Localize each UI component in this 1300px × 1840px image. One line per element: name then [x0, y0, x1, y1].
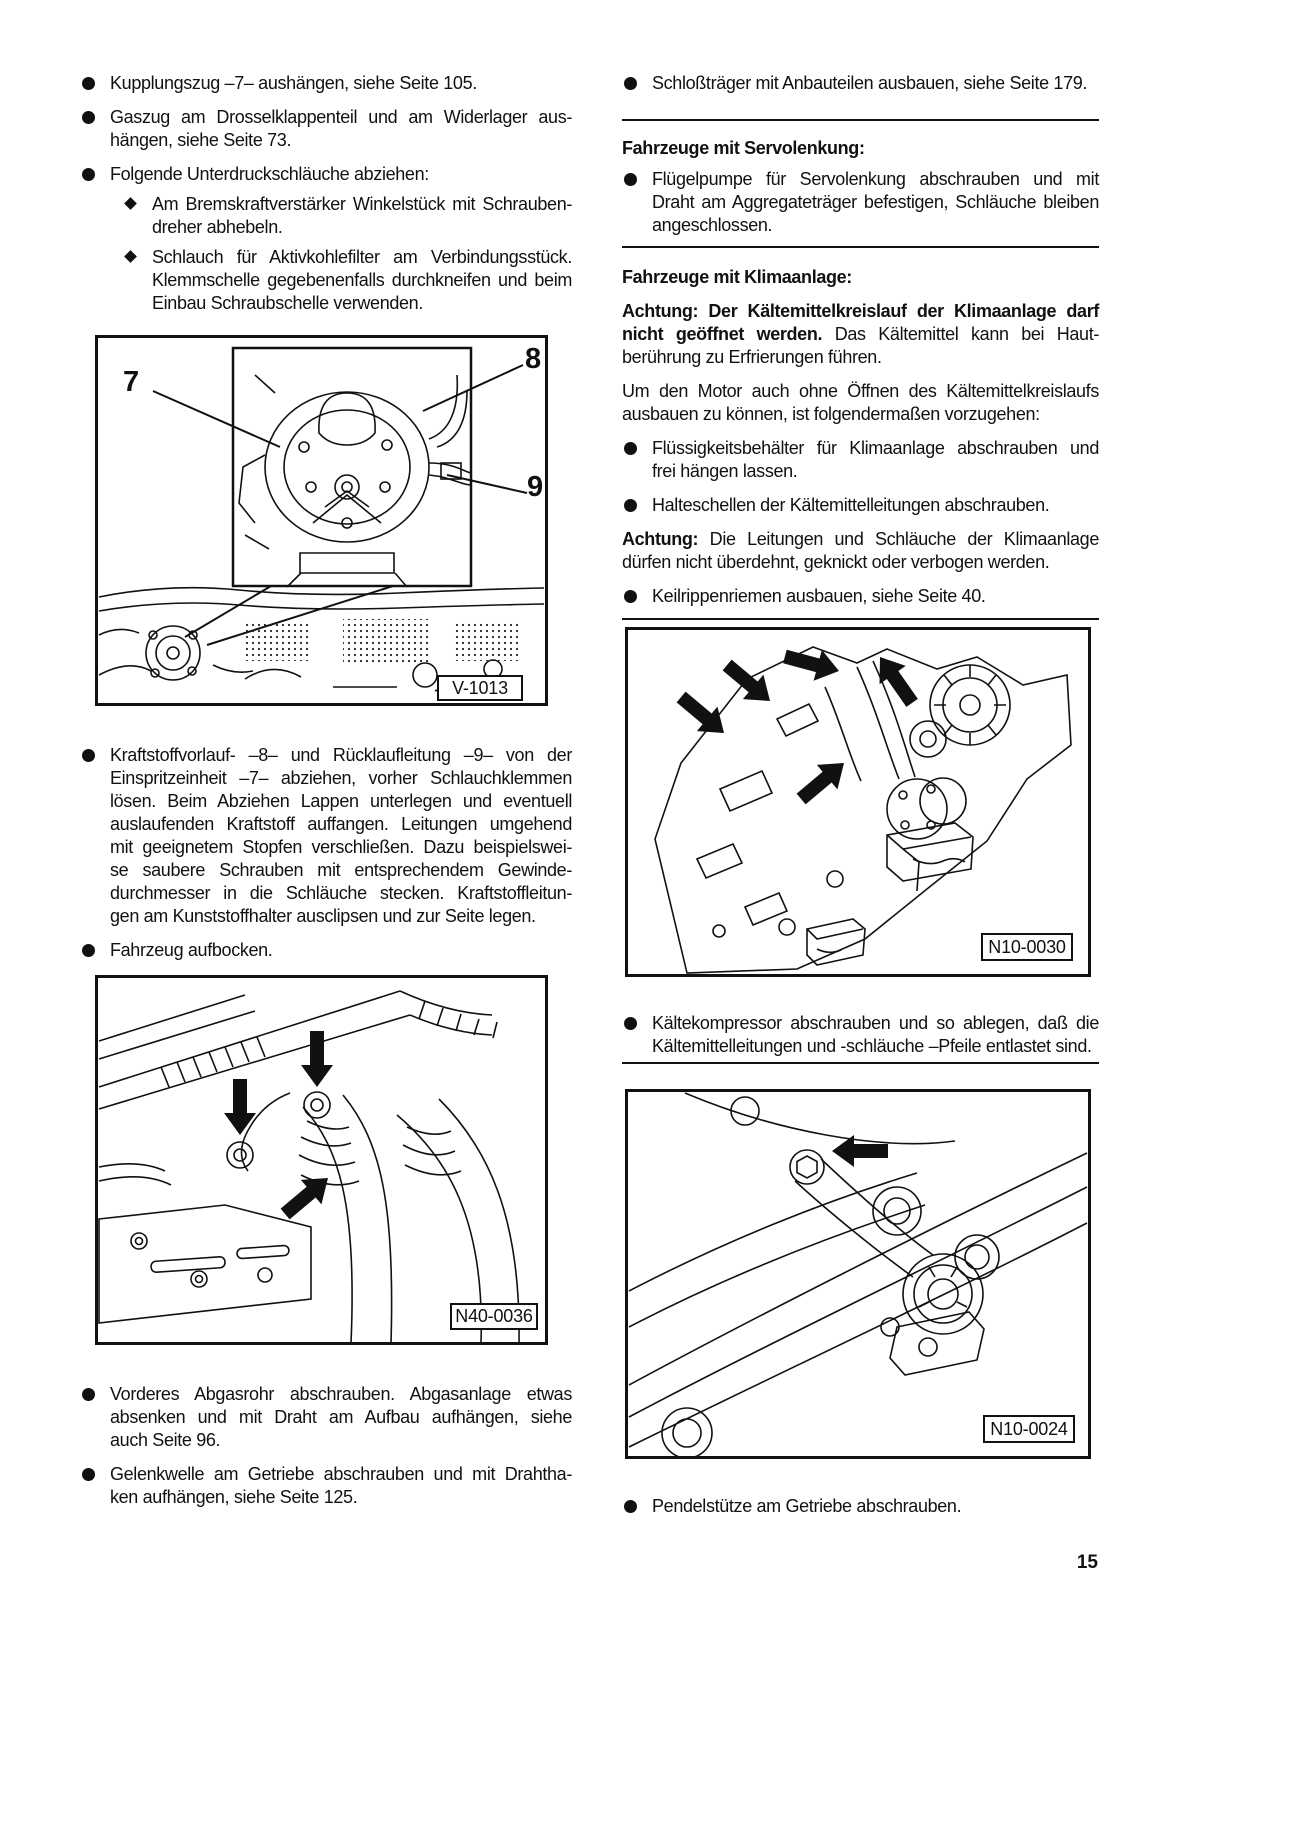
text-line: berührung zu Erfrierungen führen.	[622, 347, 882, 367]
figure-pendulum-support	[625, 1089, 1091, 1459]
text-line: Kältemittelleitungen und -schläuche –Pfeile entlastet sind.	[652, 1036, 1092, 1056]
list-item	[622, 494, 1099, 517]
text-line: Kältekompressor abschrauben und so ablegen, daß die	[652, 1013, 1099, 1033]
bullet-icon	[624, 173, 637, 186]
text-line: Einbau Schraubschelle verwenden.	[152, 293, 423, 313]
list-item	[80, 1463, 572, 1509]
page-number: 15	[1076, 1552, 1098, 1573]
figure-illustration	[95, 975, 548, 1345]
warning-paragraph	[622, 528, 1099, 574]
list-item	[622, 1495, 1099, 1518]
warning-paragraph	[622, 300, 1099, 369]
paragraph	[622, 380, 1099, 426]
text-line: mit geeignetem Stopfen verschließen. Dazu beispielswei-	[110, 837, 572, 857]
text-line: Kraftstoffvorlauf- –8– und Rücklaufleitung –9– von der	[110, 745, 572, 765]
text-line: ausbauen zu können, ist folgendermaßen vorzugehen:	[622, 404, 1040, 424]
diamond-icon	[124, 197, 137, 210]
text-bold: Achtung: Der Kältemittelkreislauf der Klimaanlage darf	[622, 301, 1099, 321]
sub-list-item	[123, 246, 572, 315]
section-divider	[622, 119, 1099, 121]
figure-exhaust-intake	[95, 975, 548, 1345]
bullet-icon	[82, 749, 95, 762]
text-line: durchmesser in die Schläuche stecken. Kraftstoffleitun-	[110, 883, 572, 903]
figure-callout: 7	[123, 366, 140, 398]
list-item	[622, 437, 1099, 483]
text-line: Klemmschelle gegebenenfalls durchkneifen und beim	[152, 270, 572, 290]
text-line: dürfen nicht überdehnt, geknickt oder verbogen werden.	[622, 552, 1050, 572]
bullet-icon	[82, 1388, 95, 1401]
figure-callout: 8	[525, 343, 542, 375]
bullet-icon	[624, 1500, 637, 1513]
section-divider	[622, 618, 1099, 620]
figure-illustration	[625, 627, 1091, 977]
text-line: Folgende Unterdruckschläuche abziehen:	[110, 164, 429, 184]
bullet-icon	[624, 77, 637, 90]
figure-illustration	[95, 335, 548, 706]
text-line: auslaufenden Kraftstoff auffangen. Leitungen umgehend	[110, 814, 572, 834]
text-line	[622, 323, 1099, 346]
text-line: Flüssigkeitsbehälter für Klimaanlage abschrauben und	[652, 438, 1099, 458]
figure-injection-unit	[95, 335, 548, 706]
figure-code: N10-0030	[981, 933, 1073, 961]
text-line: auch Seite 96.	[110, 1430, 221, 1450]
bullet-icon	[82, 111, 95, 124]
section-heading: Fahrzeuge mit Klimaanlage:	[622, 267, 852, 287]
list-item	[622, 585, 1099, 608]
bullet-icon	[82, 1468, 95, 1481]
text-line: Kupplungszug –7– aushängen, siehe Seite 105.	[110, 73, 477, 93]
text-line: hängen, siehe Seite 73.	[110, 130, 292, 150]
text-line: gen am Kunststoffhalter ausclipsen und zur Seite legen.	[110, 906, 536, 926]
list-item	[80, 744, 572, 928]
text-regular: Das Kältemittel kann bei Haut-	[822, 324, 1100, 344]
bullet-icon	[624, 499, 637, 512]
text-regular: Die Leitungen und Schläuche der Klimaanlage	[698, 529, 1099, 549]
text-line: ken aufhängen, siehe Seite 125.	[110, 1487, 358, 1507]
figure-code: N10-0024	[983, 1415, 1075, 1443]
text-line: Pendelstütze am Getriebe abschrauben.	[652, 1496, 962, 1516]
list-item	[80, 106, 572, 152]
right-column	[622, 68, 1099, 1518]
bullet-icon	[82, 168, 95, 181]
section-divider	[622, 1062, 1099, 1064]
list-item	[80, 939, 572, 962]
bullet-icon	[624, 590, 637, 603]
figure-illustration	[625, 1089, 1091, 1459]
list-item	[80, 163, 572, 186]
list-item	[80, 72, 572, 95]
section-divider	[622, 246, 1099, 248]
text-bold: Achtung:	[622, 529, 699, 549]
list-item	[80, 1383, 572, 1452]
text-line: se saubere Schrauben mit entsprechendem Gewinde-	[110, 860, 572, 880]
text-line: dreher abhebeln.	[152, 217, 283, 237]
figure-code: N40-0036	[450, 1303, 538, 1330]
section-heading: Fahrzeuge mit Servolenkung:	[622, 138, 865, 158]
figure-callout: 9	[527, 471, 544, 503]
text-line: Fahrzeug aufbocken.	[110, 940, 273, 960]
bullet-icon	[624, 1017, 637, 1030]
bullet-icon	[82, 944, 95, 957]
text-line: Um den Motor auch ohne Öffnen des Kältemittelkreislaufs	[622, 381, 1099, 401]
text-line: Keilrippenriemen ausbauen, siehe Seite 40.	[652, 586, 986, 606]
text-line: Am Bremskraftverstärker Winkelstück mit Schrauben-	[152, 194, 572, 214]
text-line	[622, 528, 1099, 551]
text-line: Schlauch für Aktivkohlefilter am Verbindungsstück.	[152, 247, 572, 267]
text-line: Vorderes Abgasrohr abschrauben. Abgasanlage etwas	[110, 1384, 572, 1404]
text-line: angeschlossen.	[652, 215, 773, 235]
text-line: frei hängen lassen.	[652, 461, 798, 481]
text-line: Draht am Aggregateträger befestigen, Schläuche bleiben	[652, 192, 1099, 212]
list-item	[622, 1012, 1099, 1058]
text-line: Schloßträger mit Anbauteilen ausbauen, siehe Seite 179.	[652, 73, 1088, 93]
text-bold: nicht geöffnet werden.	[622, 324, 823, 344]
left-column	[80, 68, 572, 1509]
text-line: absenken und mit Draht am Aufbau aufhängen, siehe	[110, 1407, 572, 1427]
list-item	[622, 168, 1099, 237]
text-line: Halteschellen der Kältemittelleitungen abschrauben.	[652, 495, 1050, 515]
text-line: Gaszug am Drosselklappenteil und am Widerlager aus-	[110, 107, 572, 127]
text-line: lösen. Beim Abziehen Lappen unterlegen und eventuell	[110, 791, 572, 811]
list-item	[622, 72, 1099, 95]
figure-code: V-1013	[437, 675, 523, 701]
figure-engine-lowered	[625, 627, 1091, 977]
text-line: Flügelpumpe für Servolenkung abschrauben und mit	[652, 169, 1099, 189]
diamond-icon	[124, 250, 137, 263]
sub-list-item	[123, 193, 572, 239]
bullet-icon	[82, 77, 95, 90]
bullet-icon	[624, 442, 637, 455]
text-line: Einspritzeinheit –7– abziehen, vorher Schlauchklemmen	[110, 768, 572, 788]
text-line: Gelenkwelle am Getriebe abschrauben und mit Drahtha-	[110, 1464, 572, 1484]
text-line	[622, 300, 1099, 323]
